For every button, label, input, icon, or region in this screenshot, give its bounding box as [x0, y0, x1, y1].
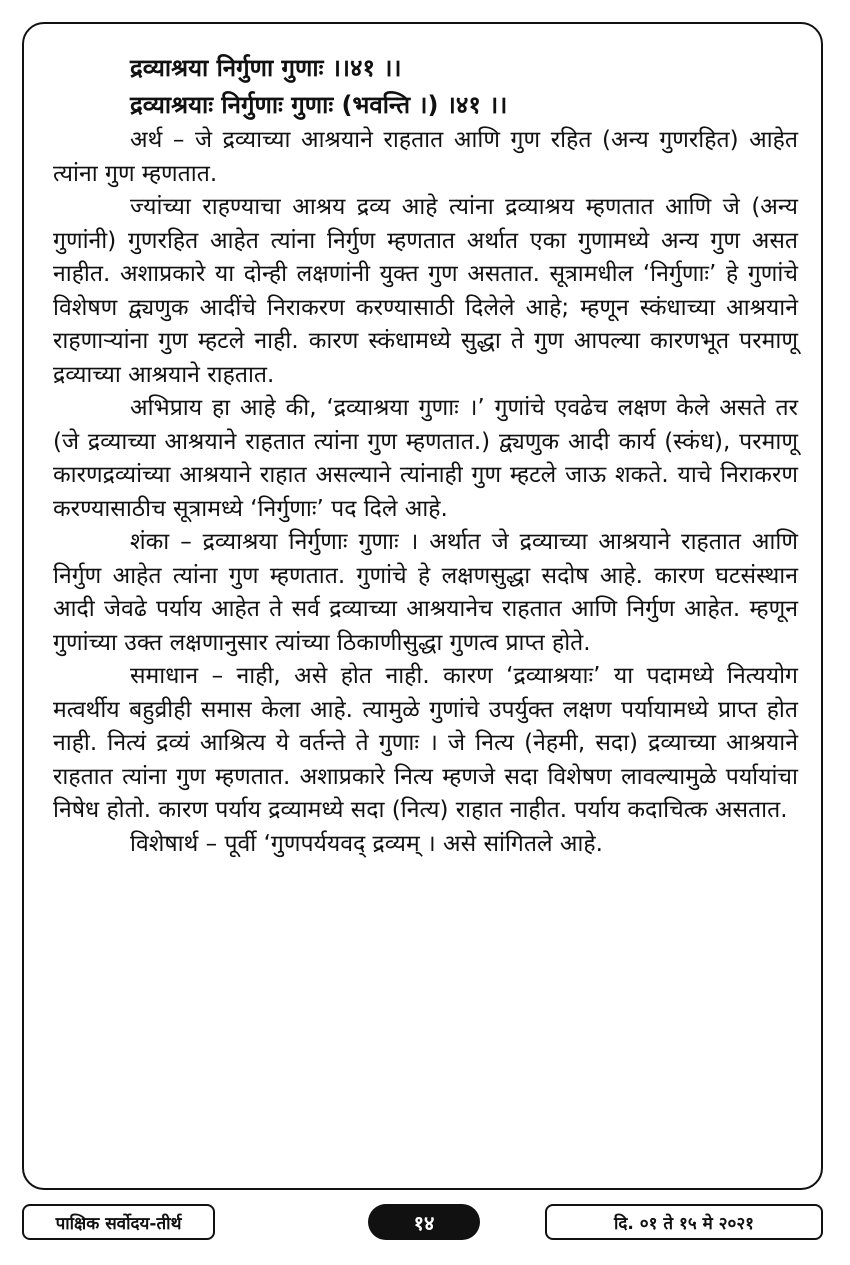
- paragraph-explanation: ज्यांच्या राहण्याचा आश्रय द्रव्य आहे त्यांना द्रव्याश्रय म्हणतात आणि जे (अन्य गुणांनी) गुणरहित आहेत त्यांना निर्गुण म्हणतात अर्थात एका गुणामध्ये अन्य गुण असत नाहीत. अशाप्रकारे या दोन्ही लक्षणांनी युक्त गुण असतात. सूत्रामधील ‘निर्गुणाः’ हे गुणांचे विशेषण द्व्यणुक आदींचे निराकरण करण्यासाठी दिलेले आहे; म्हणून स्कंधाच्या आश्रयाने राहणाऱ्यांना गुण म्हटले नाही. कारण स्कंधामध्ये सुद्धा ते गुण आपल्या कारणभूत परमाणू द्रव्याच्या आश्रयाने राहतात.: [53, 194, 798, 388]
- sutra-line-2: द्रव्याश्रयाः निर्गुणाः गुणाः (भवन्ति ।) ।४१ ।।: [130, 91, 508, 119]
- publication-name: पाक्षिक सर्वोदय-तीर्थ: [22, 1204, 215, 1240]
- paragraph-meaning: अर्थ – जे द्रव्याच्या आश्रयाने राहतात आणि गुण रहित (अन्य गुणरहित) आहेत त्यांना गुण म्हणतात.: [53, 127, 798, 187]
- paragraph-doubt: शंका – द्रव्याश्रया निर्गुणाः गुणाः । अर्थात जे द्रव्याच्या आश्रयाने राहतात आणि निर्गुण आहेत त्यांना गुण म्हणतात. गुणांचे हे लक्षणसुद्धा सदोष आहे. कारण घटसंस्थान आदी जेवढे पर्याय आहेत ते सर्व द्रव्याच्या आश्रयानेच राहतात आणि निर्गुण आहेत. म्हणून गुणांच्या उक्त लक्षणानुसार त्यांच्या ठिकाणीसुद्धा गुणत्व प्राप्त होते.: [53, 529, 798, 656]
- sutra-line-1: द्रव्याश्रया निर्गुणा गुणाः ।।४१ ।।: [130, 54, 402, 82]
- page-body: [53, 50, 798, 861]
- issue-date: दि. ०१ ते १५ मे २०२१: [545, 1204, 823, 1240]
- paragraph-resolution: समाधान – नाही, असे होत नाही. कारण ‘द्रव्याश्रयाः’ या पदामध्ये नित्ययोग मत्वर्थीय बहुव्रीही समास केला आहे. त्यामुळे गुणांचे उपर्युक्त लक्षण पर्यायामध्ये प्राप्त होत नाही. नित्यं द्रव्यं आश्रित्य ये वर्तन्ते ते गुणाः । जे नित्य (नेहमी, सदा) द्रव्याच्या आश्रयाने राहतात त्यांना गुण म्हणतात. अशाप्रकारे नित्य म्हणजे सदा विशेषण लावल्यामुळे पर्यायांचा निषेध होतो. कारण पर्याय द्रव्यामध्ये सदा (नित्य) राहात नाहीत. पर्याय कदाचित्क असतात.: [53, 663, 798, 823]
- paragraph-intent: अभिप्राय हा आहे की, ‘द्रव्याश्रया गुणाः ।’ गुणांचे एवढेच लक्षण केले असते तर (जे द्रव्याच्या आश्रयाने राहतात त्यांना गुण म्हणतात.) द्व्यणुक आदी कार्य (स्कंध), परमाणू कारणद्रव्यांच्या आश्रयाने राहात असल्याने त्यांनाही गुण म्हटले जाऊ शकते. याचे निराकरण करण्यासाठीच सूत्रामध्ये ‘निर्गुणाः’ पद दिले आहे.: [53, 395, 798, 522]
- paragraph-special-meaning: विशेषार्थ – पूर्वी ‘गुणपर्ययवद् द्रव्यम् । असे सांगितले आहे.: [130, 830, 603, 857]
- page-number: १४: [368, 1204, 480, 1240]
